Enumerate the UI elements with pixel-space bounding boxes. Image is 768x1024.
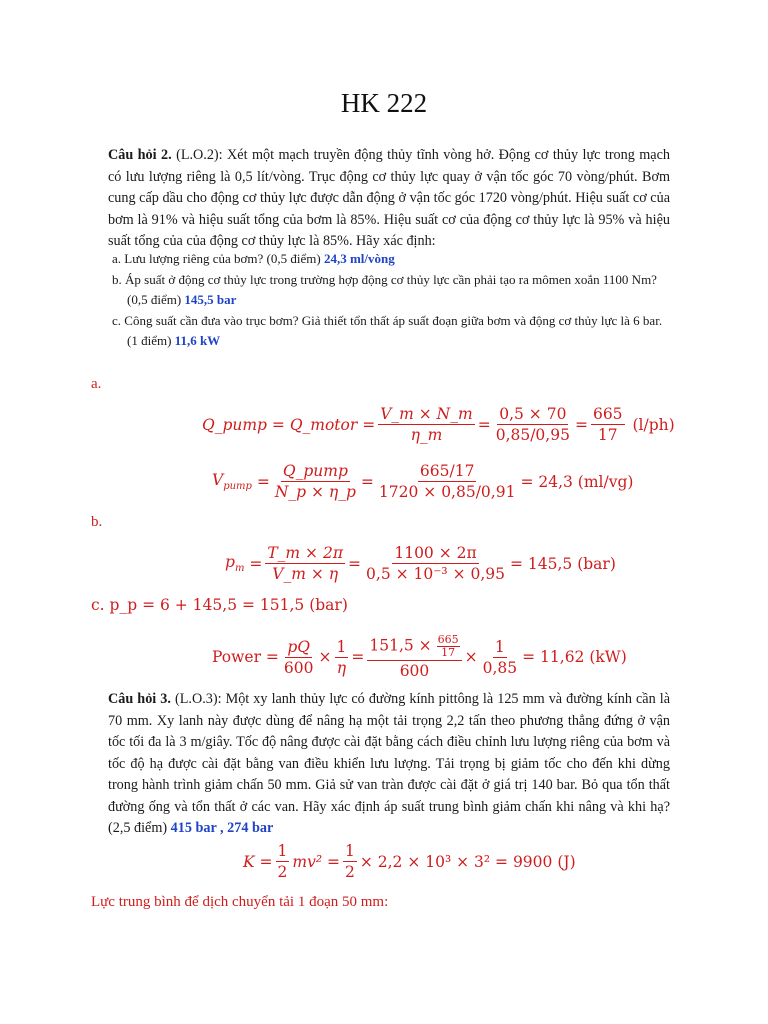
subpart-b-text: b. Áp suất ở động cơ thủy lực trong trường hợp động cơ thủy lực cần phải tạo ra mômen xoắn 1100 Nm? (0,5 điểm): [112, 271, 657, 307]
footer-text: Lực trung bình để dịch chuyển tải 1 đoạn 50 mm:: [91, 894, 389, 910]
question-3-heading: Câu hỏi 3.: [108, 691, 171, 707]
eq1-frac3: $\frac{665}{17}$: [592, 405, 623, 444]
subpart-c-answer: 11,6 kW: [174, 333, 221, 348]
equation-p-motor: $p_m$ = $\frac{T\_m \times 2\pi}{V\_m \times \eta}$ = $\frac{1100 \times 2\pi}{\text{0,5 × 10⁻³ × 0,95}}$ = 145,5 (bar): [225, 544, 616, 583]
question-2-body: : Xét một mạch truyền động thủy tĩnh vòng hở. Động cơ thủy lực trong mạch có lưu lượng riêng là 0,5 lít/vòng. Trục động cơ thủy lực quay ở vận tốc góc 70 vòng/phút. Bơm cung cấp dầu cho động cơ thủy lực được dẫn động ở vận tốc góc 1720 vòng/phút. Hiệu suất cơ của bơm là 91% và hiệu suất tổng của bơm là 85%. Hiệu suất cơ của động cơ thủy lực là 95% và hiệu suất tổng của của động cơ thủy lực là 85%. Hãy xác định:: [108, 147, 670, 249]
solution-label-b: b.: [91, 514, 103, 530]
eq6-rest: × 2,2 × 10³ × 3² = 9900 (J): [359, 852, 576, 871]
eq3-result: = 145,5 (bar): [510, 554, 616, 573]
eq2-frac2: $\frac{665/17}{1720 \times 0,85/0,91}$: [378, 462, 516, 501]
eq1-frac1: $\frac{V\_m \times N\_m}{\eta\_m}$: [380, 405, 473, 444]
subpart-a-text: a. Lưu lượng riêng của bơm? (0,5 điểm): [112, 251, 321, 266]
eq1-frac2: $\frac{0,5 \times 70}{0,85/0,95}$: [495, 405, 570, 444]
eq6-frac2: $\frac{1}{2}$: [344, 842, 355, 881]
question-2-text: [108, 145, 670, 253]
eq4-text: p_p = 6 + 145,5 = 151,5 (bar): [109, 596, 348, 614]
equation-p-pump: [91, 596, 348, 614]
page-title: HK 222: [340, 88, 428, 118]
eq5-result: = 11,62 (kW): [522, 648, 627, 666]
question-2-lo: (L.O.2): [176, 147, 219, 163]
question-3-lo: (L.O.3): [175, 691, 218, 707]
question-2-heading: Câu hỏi 2.: [108, 147, 172, 163]
equation-kinetic-energy: [243, 842, 576, 881]
subpart-c-text: c. Công suất cần đưa vào trục bơm? Giả thiết tổn thất áp suất đoạn giữa bơm và động cơ thủy lực là 6 bar. (1 điểm): [112, 312, 663, 348]
question-3-text: [108, 689, 670, 840]
eq6-lhs: K =: [243, 852, 273, 871]
eq6-frac1: $\frac{1}{2}$: [277, 842, 288, 881]
eq1-lhs: Q_pump = Q_motor: [202, 415, 358, 434]
solution-label-c: c.: [91, 596, 105, 614]
equation-power: Power = $\frac{pQ}{600}$ × $\frac{1}{\eta}$ = 151,5 × $\frac{665}{17}$ 600 × $\frac{1}{0,85}$ = 11,62 (kW): [212, 633, 627, 680]
question-3-answer: 415 bar , 274 bar: [170, 820, 274, 836]
eq2-frac1: $\frac{\text{Q\_pump}}{N\_p \times \eta\_p}$: [274, 462, 356, 501]
subpart-a-answer: 24,3 ml/vòng: [323, 251, 395, 266]
equation-q-pump: Q_pump = Q_motor = $\frac{V\_m \times N\_m}{\eta\_m}$ = $\frac{0,5 \times 70}{0,85/0,95}$ = $\frac{665}{17}$ (l/ph): [202, 405, 675, 444]
eq5-frac2: $\frac{1}{\eta}$: [336, 637, 347, 677]
subpart-c: [112, 311, 672, 352]
eq5-frac1: $\frac{pQ}{600}$: [283, 637, 314, 677]
eq5-lhs: Power =: [212, 648, 279, 666]
equation-v-pump: $V_{pump}$ = $\frac{\text{Q\_pump}}{N\_p \times \eta\_p}$ = $\frac{665/17}{1720 \times 0,85/0,91}$ = 24,3 (ml/vg): [212, 462, 634, 501]
solution-label-a: a.: [91, 376, 102, 392]
eq5-frac4: $\frac{1}{0,85}$: [482, 637, 518, 677]
eq6-mid: mv² =: [292, 852, 340, 871]
subpart-b-answer: 145,5 bar: [184, 292, 237, 307]
subpart-b: [112, 270, 672, 311]
subpart-a: [112, 249, 672, 270]
eq3-frac1: $\frac{T\_m \times 2\pi}{V\_m \times \eta}$: [267, 544, 344, 583]
question-2-subparts: [112, 249, 672, 352]
eq3-frac2: $\frac{1100 \times 2\pi}{\text{0,5 × 10⁻³ × 0,95}}$: [366, 544, 505, 583]
question-3-body: : Một xy lanh thủy lực có đường kính pittông là 125 mm và đường kính cần là 70 mm. Xy lanh này được dùng để nâng hạ một tải trọng 2,2 tấn theo phương thẳng đứng ở vận tốc tối đa là 3 m/giây. Tốc độ nâng được cài đặt bằng cách điều chỉnh lưu lượng riêng của bơm và tốc độ hạ được cài đặt bằng van điều khiển lưu lượng. Tải trọng bị giảm tốc cho đến khi dừng trong hành trình giảm chấn 50 mm. Giả sử van tràn được cài đặt ở giá trị 140 bar. Bỏ qua tổn thất đường ống và tổn thất ở các van. Hãy xác định áp suất trung bình giảm chấn khi nâng và khi hạ? (2,5 điểm): [108, 691, 671, 836]
eq1-unit: (l/ph): [632, 415, 675, 434]
eq2-result: = 24,3 (ml/vg): [520, 472, 634, 491]
eq5-frac3: 151,5 × $\frac{665}{17}$ 600: [367, 634, 461, 680]
